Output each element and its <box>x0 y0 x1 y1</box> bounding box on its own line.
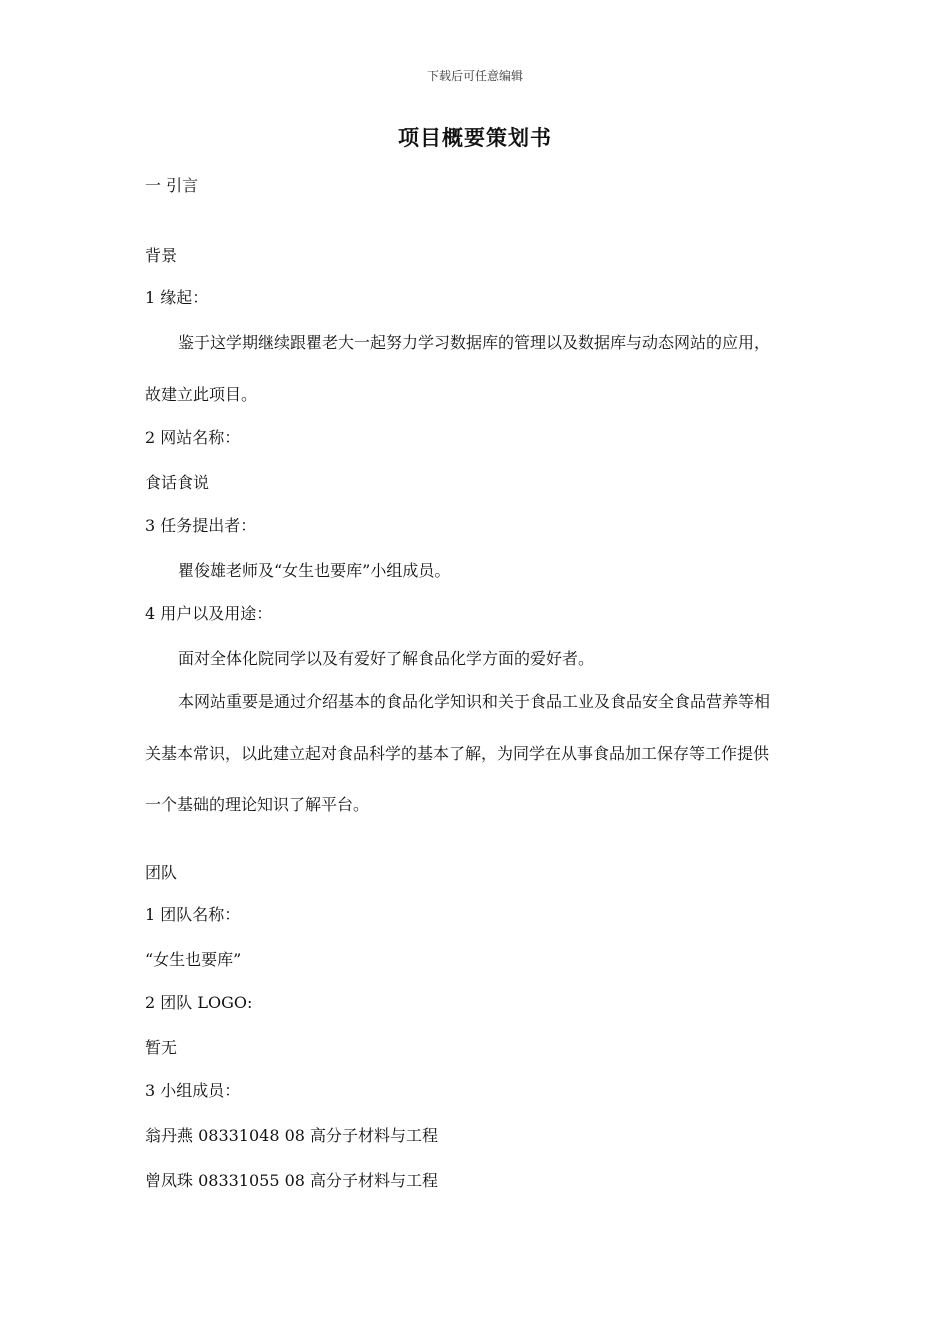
item-heading-users: 4 用户以及用途： <box>145 604 273 623</box>
item-heading-members: 3 小组成员： <box>145 1081 241 1100</box>
item-heading-team-logo: 2 团队 LOGO: <box>145 993 253 1012</box>
document-title: 项目概要策划书 <box>398 125 552 150</box>
section-heading-introduction: 一 引言 <box>145 176 199 195</box>
subsection-heading-team: 团队 <box>145 863 178 882</box>
item-heading-site-name: 2 网站名称： <box>145 428 241 447</box>
paragraph-line: 鉴于这学期继续跟瞿老大一起努力学习数据库的管理以及数据库与动态网站的应用， <box>178 333 771 352</box>
site-name-value: 食话食说 <box>145 473 210 492</box>
header-note: 下载后可任意编辑 <box>426 69 523 83</box>
item-heading-task-proposer: 3 任务提出者： <box>145 516 257 535</box>
paragraph-line: 关基本常识，以此建立起对食品科学的基本了解，为同学在从事食品加工保存等工作提供 <box>145 744 770 763</box>
paragraph-line: 面对全体化院同学以及有爱好了解食品化学方面的爱好者。 <box>178 649 595 668</box>
team-logo-value: 暂无 <box>145 1038 178 1057</box>
paragraph-line: 瞿俊雄老师及“女生也要库”小组成员。 <box>178 561 451 580</box>
paragraph-line: 本网站重要是通过介绍基本的食品化学知识和关于食品工业及食品安全食品营养等相 <box>178 692 771 711</box>
member-line: 翁丹燕 08331048 08 高分子材料与工程 <box>145 1126 439 1145</box>
paragraph-line: 故建立此项目。 <box>145 385 258 404</box>
item-heading-team-name: 1 团队名称： <box>145 905 241 924</box>
team-name-value: “女生也要库” <box>145 950 242 969</box>
item-heading-origin: 1 缘起： <box>145 288 209 307</box>
paragraph-line: 一个基础的理论知识了解平台。 <box>145 795 370 814</box>
member-line: 曾凤珠 08331055 08 高分子材料与工程 <box>145 1171 439 1190</box>
subsection-heading-background: 背景 <box>145 246 178 265</box>
